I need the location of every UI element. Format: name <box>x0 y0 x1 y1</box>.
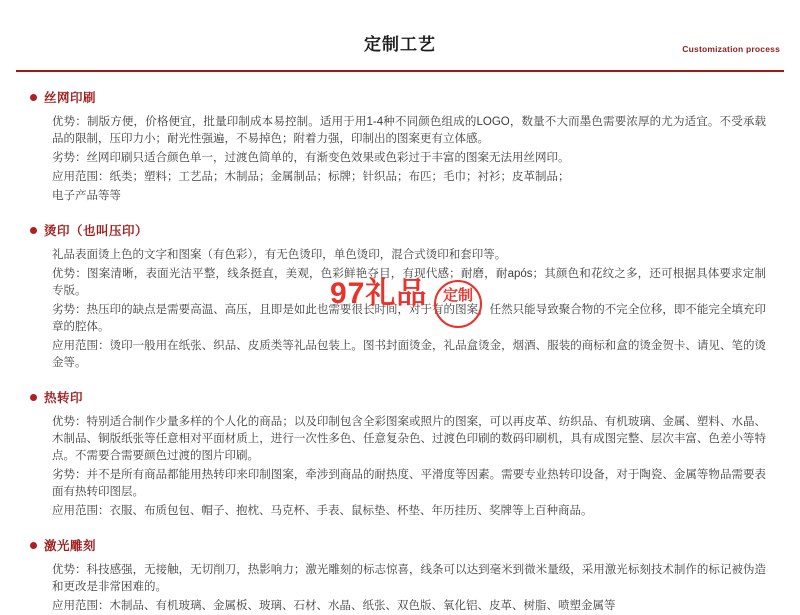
section-title: 热转印 <box>44 391 84 405</box>
section-title: 激光雕刻 <box>44 539 97 553</box>
bullet-icon <box>30 542 37 549</box>
section-thermal-transfer <box>16 388 784 520</box>
document-header <box>16 0 784 70</box>
section-paragraph: 礼品表面烫上色的文字和图案（有色彩），有无色烫印，单色烫印，混合式烫印和套印等。 <box>52 249 507 261</box>
section-paragraph: 优势：制版方便，价格便宜，批量印制成本易控制。适用于用1-4种不同颜色组成的LOGO，数量不大而墨色需要浓厚的尤为适宜。不受承载品的限制，压印力小；耐光性强遍，不易掉色；附着力强，印制出的图案更有立体感。 <box>52 116 766 145</box>
watermark-badge-text: 定制 <box>442 287 473 304</box>
page-title: 定制工艺 <box>364 35 436 54</box>
section-paragraph: 劣势：丝网印刷只适合颜色单一，过渡色简单的，有渐变色效果或色彩过于丰富的图案无法用丝网印。 <box>52 152 570 164</box>
section-paragraph: 应用范围：衣服、布质包包、帽子、抱枕、马克杯、手表、鼠标垫、杯垫、年历挂历、奖牌等上百种商品。 <box>52 505 593 517</box>
section-paragraph: 应用范围：烫印一般用在纸张、织品、皮质类等礼品包装上。图书封面烫金，礼品盒烫金，烟酒、服装的商标和盒的烫金贺卡、请见、笔的烫金等。 <box>52 340 766 369</box>
section-silkscreen <box>16 88 784 205</box>
section-paragraph: 应用范围：纸类；塑料；工艺品；木制品；金属制品；标牌；针织品；布匹；毛巾；衬衫；皮革制品； <box>52 171 570 183</box>
section-paragraph: 优势：特别适合制作少量多样的个人化的商品；以及印制包含全彩图案或照片的图案，可以再皮革、纺织品、有机玻璃、金属、塑料、水晶、木制品、铜版纸张等任意相对平面材质上，进行一次性多色、任意复杂色、过渡色印刷的数码印刷机，具有成图完整、层次丰富、色差小等特点。不需要合需要颜色过渡的图片印刷。 <box>52 416 766 462</box>
section-paragraph: 劣势：并不是所有商品都能用热转印来印制图案，牵涉到商品的耐热度、平滑度等因素。需要专业热转印设备，对于陶瓷、金属等物品需要表面有热转印图层。 <box>52 469 766 498</box>
section-heading <box>30 388 784 406</box>
section-title: 丝网印刷 <box>44 91 97 105</box>
bullet-icon <box>30 394 37 401</box>
section-laser-engraving <box>16 536 784 615</box>
page-subtitle: Customization process <box>682 44 780 54</box>
bullet-icon <box>30 94 37 101</box>
section-paragraph: 优势：图案清晰，表面光洁平整，线条挺直，美观，色彩鲜艳夺目，有现代感；耐磨，耐após；其颜色和花纹之多，还可根据具体要求定制专版。 <box>52 268 766 297</box>
section-heading <box>30 536 784 554</box>
section-hot-stamping <box>16 221 784 372</box>
section-paragraph: 应用范围：木制品、有机玻璃、金属板、玻璃、石材、水晶、纸张、双色版、氧化铝、皮革、树脂、喷塑金属等 <box>52 600 616 612</box>
section-title: 烫印（也叫压印） <box>44 224 149 238</box>
section-paragraph: 优势：科技感强，无接触，无切削刀，热影响力；激光雕刻的标志惊喜，线条可以达到毫米到微米量级，采用激光标刻技术制作的标记被伪造和更改是非常困难的。 <box>52 564 766 593</box>
section-paragraph: 电子产品等等 <box>52 190 121 202</box>
header-divider <box>16 70 784 72</box>
section-heading <box>30 221 784 239</box>
section-paragraph: 劣势：热压印的缺点是需要高温、高压，且即是如此也需要很长时间，对于有的图案，任然只能导致聚合物的不完全位移，即不能完全填充印章的腔体。 <box>52 304 766 333</box>
watermark-text: 97礼品 <box>330 277 428 310</box>
section-heading <box>30 88 784 106</box>
bullet-icon <box>30 227 37 234</box>
